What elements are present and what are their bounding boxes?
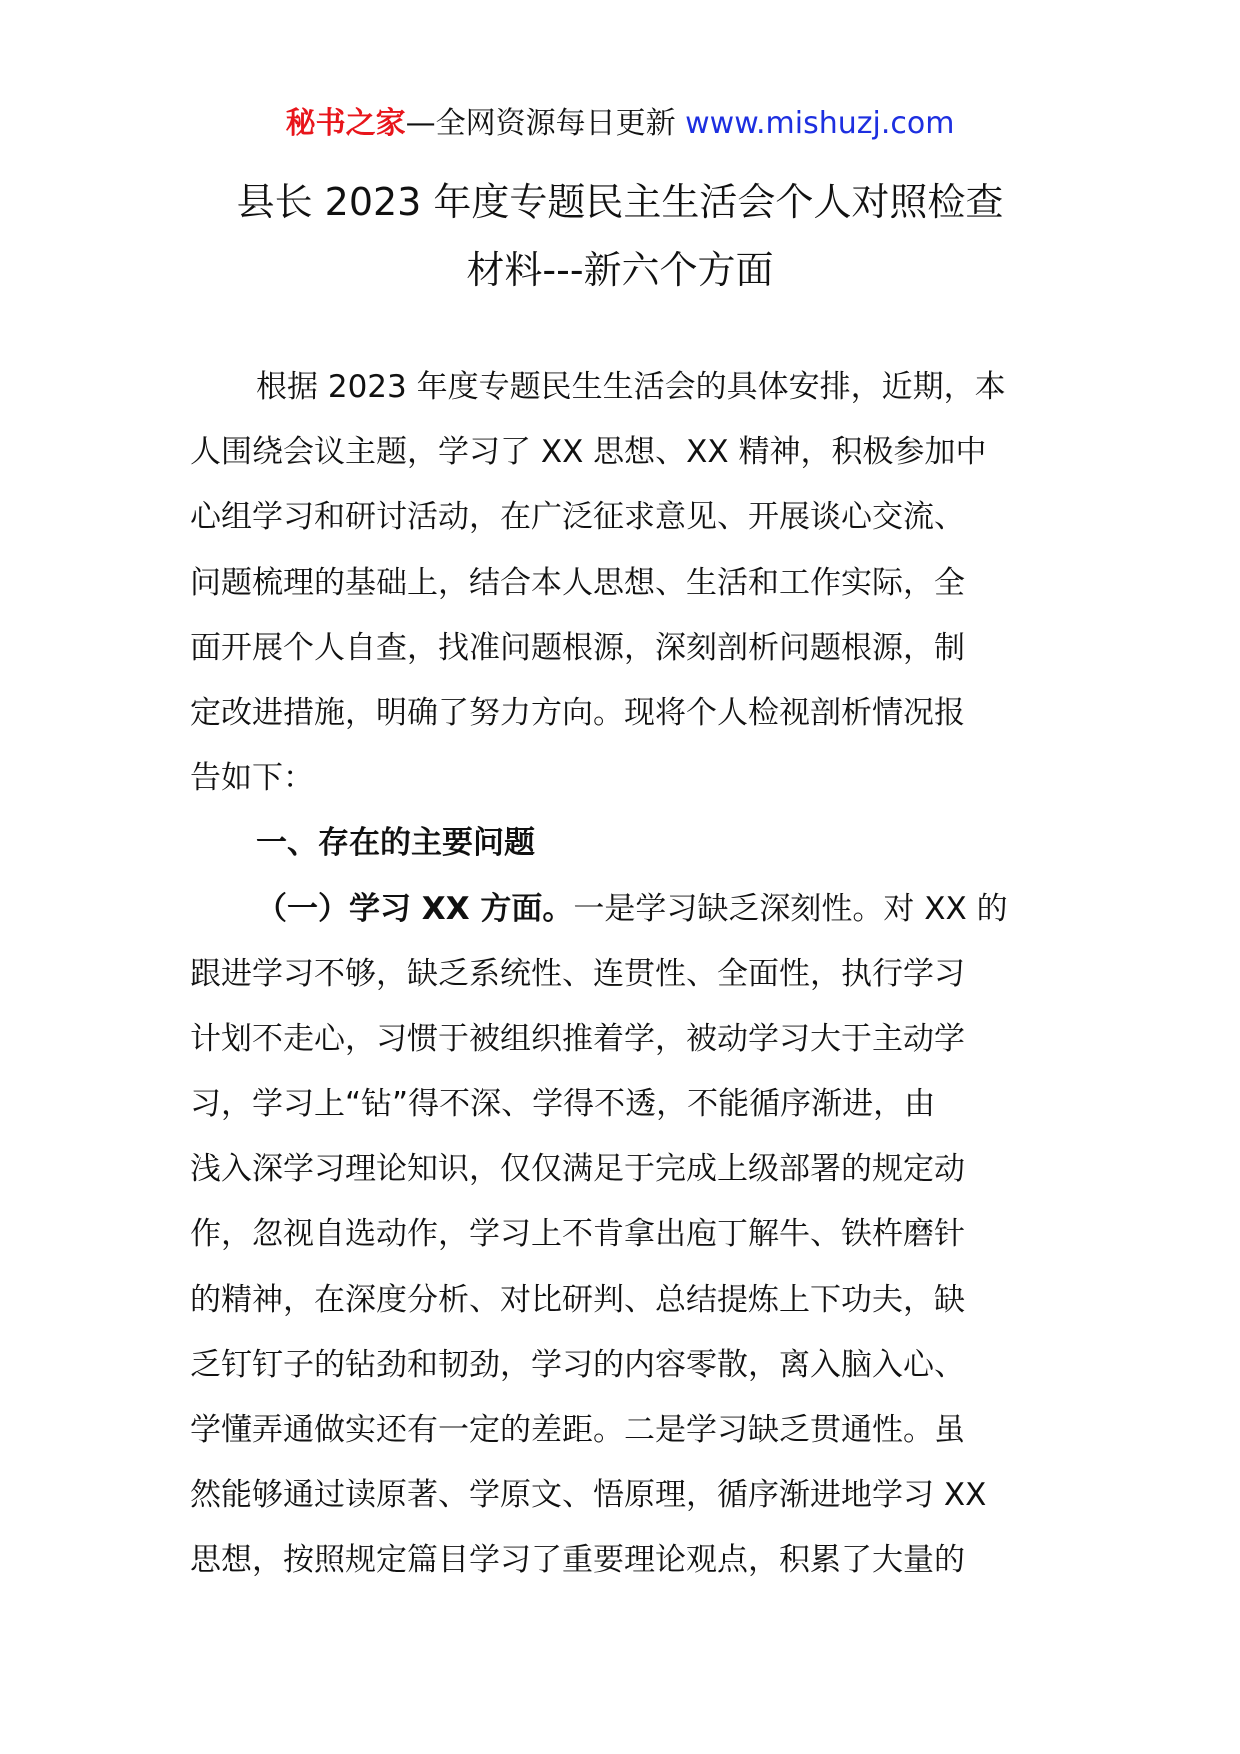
paragraph-line: 然能够通过读原著、学原文、悟原理，循序渐进地学习 XX bbox=[190, 1477, 987, 1514]
paragraph-line: 问题梳理的基础上，结合本人思想、生活和工作实际，全 bbox=[190, 564, 965, 601]
paragraph-line: 面开展个人自查，找准问题根源，深刻剖析问题根源，制 bbox=[190, 629, 965, 666]
site-banner bbox=[0, 100, 1240, 148]
subsection-heading: （一）学习 XX 方面。 bbox=[256, 890, 574, 927]
document-body bbox=[190, 355, 1060, 1594]
paragraph-line: 思想，按照规定篇目学习了重要理论观点，积累了大量的 bbox=[190, 1542, 965, 1579]
paragraph-line: 学懂弄通做实还有一定的差距。二是学习缺乏贯通性。虽 bbox=[190, 1412, 965, 1448]
paragraph-line: 根据 2023 年度专题民生生活会的具体安排，近期，本 bbox=[256, 369, 1006, 405]
site-url-link[interactable]: www.mishuzj.com bbox=[685, 106, 955, 141]
document-title bbox=[0, 168, 1240, 304]
paragraph-line: 人围绕会议主题，学习了 XX 思想、XX 精神，积极参加中 bbox=[190, 434, 987, 471]
paragraph-line: 跟进学习不够，缺乏系统性、连贯性、全面性，执行学习 bbox=[190, 955, 965, 992]
title-line-1: 县长 2023 年度专题民主生活会个人对照检查 bbox=[236, 180, 1004, 224]
paragraph-line: 定改进措施，明确了努力方向。现将个人检视剖析情况报 bbox=[190, 694, 965, 731]
paragraph-line: 计划不走心，习惯于被组织推着学，被动学习大于主动学 bbox=[190, 1020, 965, 1057]
paragraph-line: 心组学习和研讨活动，在广泛征求意见、开展谈心交流、 bbox=[190, 499, 965, 536]
brand-name: 秘书之家 bbox=[285, 106, 406, 141]
subsection-first-text: 一是学习缺乏深刻性。对 XX 的 bbox=[573, 890, 1008, 927]
title-line-2: 材料---新六个方面 bbox=[466, 248, 774, 292]
paragraph-line: 作，忽视自选动作，学习上不肯拿出庖丁解牛、铁杵磨针 bbox=[190, 1216, 965, 1253]
paragraph-line: 乏钉钉子的钻劲和韧劲，学习的内容零散，离入脑入心、 bbox=[190, 1346, 965, 1383]
subsection-first-line bbox=[190, 877, 1060, 942]
paragraph-line: 告如下： bbox=[190, 760, 314, 797]
section-heading: 一、存在的主要问题 bbox=[256, 825, 535, 862]
paragraph-line: 习，学习上“钻”得不深、学得不透，不能循序渐进，由 bbox=[190, 1086, 936, 1123]
paragraph-line: 的精神，在深度分析、对比研判、总结提炼上下功夫，缺 bbox=[190, 1281, 965, 1318]
paragraph-line: 浅入深学习理论知识，仅仅满足于完成上级部署的规定动 bbox=[190, 1151, 965, 1188]
banner-slogan: —全网资源每日更新 bbox=[405, 106, 686, 141]
